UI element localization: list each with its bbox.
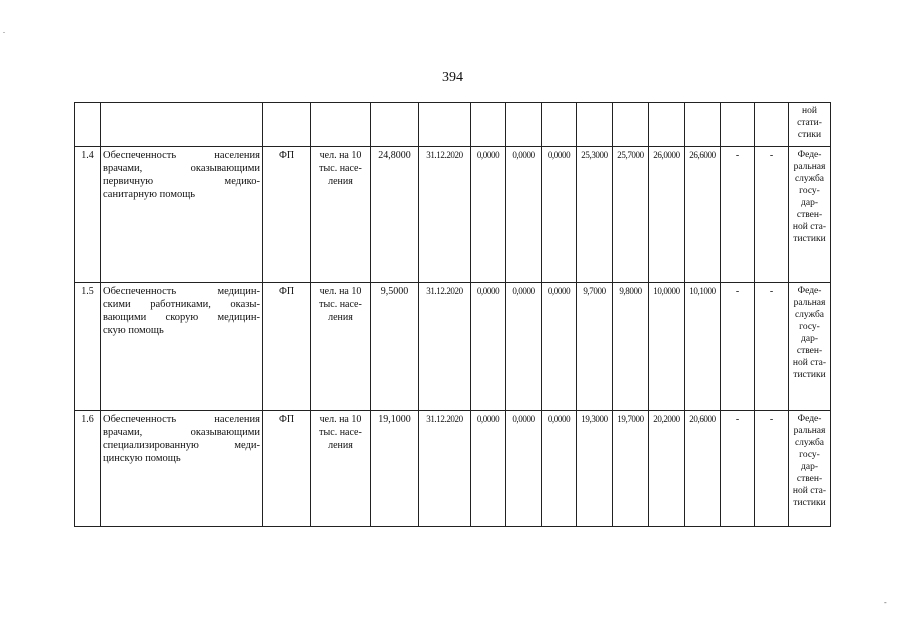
base-value: 9,5000 bbox=[371, 283, 419, 411]
unit-of-measure: чел. на 10 тыс. насе- ления bbox=[311, 283, 371, 411]
base-date: 31.12.2020 bbox=[419, 283, 471, 411]
table-row-continuation bbox=[75, 103, 831, 147]
year-value: 25,3000 bbox=[577, 147, 613, 283]
year-value: 10,1000 bbox=[685, 283, 721, 411]
level-code: ФП bbox=[263, 411, 311, 527]
base-value: 24,8000 bbox=[371, 147, 419, 283]
year-value: 0,0000 bbox=[506, 147, 542, 283]
scan-mark: - bbox=[884, 598, 887, 607]
indicator-name: Обеспеченность населения врачами, оказывающими специализированную меди- цинскую помощь bbox=[101, 411, 263, 527]
level-code: ФП bbox=[263, 147, 311, 283]
indicator-name: Обеспеченность населения врачами, оказывающими первичную медико- санитарную помощь bbox=[101, 147, 263, 283]
year-value: 20,6000 bbox=[685, 411, 721, 527]
year-value: 0,0000 bbox=[471, 283, 506, 411]
dash-cell: - bbox=[755, 411, 789, 527]
year-value: 19,7000 bbox=[613, 411, 649, 527]
year-value: 9,7000 bbox=[577, 283, 613, 411]
source-cell: Феде- ральная служба госу- дар- ствен- ной ста- тистики bbox=[789, 147, 831, 283]
year-value: 0,0000 bbox=[471, 147, 506, 283]
row-number: 1.6 bbox=[75, 411, 101, 527]
year-value: 0,0000 bbox=[542, 283, 577, 411]
base-value: 19,1000 bbox=[371, 411, 419, 527]
indicator-name: Обеспеченность медицин- скими работниками, оказы- вающими скорую медицин- скую помощь bbox=[101, 283, 263, 411]
year-value: 0,0000 bbox=[471, 411, 506, 527]
year-value: 25,7000 bbox=[613, 147, 649, 283]
dash-cell: - bbox=[755, 147, 789, 283]
dash-cell: - bbox=[755, 283, 789, 411]
table-row bbox=[75, 411, 831, 527]
year-value: 19,3000 bbox=[577, 411, 613, 527]
unit-of-measure: чел. на 10 тыс. насе- ления bbox=[311, 147, 371, 283]
table-row bbox=[75, 283, 831, 411]
base-date: 31.12.2020 bbox=[419, 147, 471, 283]
dash-cell: - bbox=[721, 147, 755, 283]
unit-of-measure: чел. на 10 тыс. насе- ления bbox=[311, 411, 371, 527]
dash-cell: - bbox=[721, 283, 755, 411]
year-value: 10,0000 bbox=[649, 283, 685, 411]
year-value: 0,0000 bbox=[542, 147, 577, 283]
base-date: 31.12.2020 bbox=[419, 411, 471, 527]
dash-cell: - bbox=[721, 411, 755, 527]
row-number: 1.4 bbox=[75, 147, 101, 283]
source-cell: Феде- ральная служба госу- дар- ствен- ной ста- тистики bbox=[789, 411, 831, 527]
source-cell: ной стати- стики bbox=[789, 103, 831, 147]
year-value: 9,8000 bbox=[613, 283, 649, 411]
year-value: 20,2000 bbox=[649, 411, 685, 527]
table-row bbox=[75, 147, 831, 283]
level-code: ФП bbox=[263, 283, 311, 411]
year-value: 0,0000 bbox=[506, 411, 542, 527]
year-value: 26,6000 bbox=[685, 147, 721, 283]
year-value: 0,0000 bbox=[542, 411, 577, 527]
year-value: 26,0000 bbox=[649, 147, 685, 283]
page-number: 394 bbox=[442, 70, 463, 85]
source-cell: Феде- ральная служба госу- дар- ствен- ной ста- тистики bbox=[789, 283, 831, 411]
row-number: 1.5 bbox=[75, 283, 101, 411]
scan-mark: . bbox=[3, 26, 5, 35]
year-value: 0,0000 bbox=[506, 283, 542, 411]
indicators-table bbox=[74, 102, 831, 527]
